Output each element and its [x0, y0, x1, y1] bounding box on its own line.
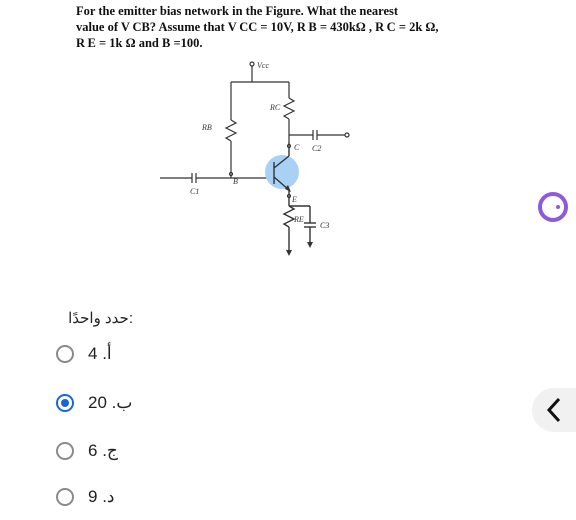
option-4[interactable]: [56, 486, 115, 508]
circuit-diagram: [140, 56, 380, 264]
label-c2: C2: [312, 144, 322, 153]
label-b: B: [233, 177, 238, 186]
choose-one-label: :حدد واحدًا: [68, 310, 133, 327]
option-3[interactable]: [56, 440, 118, 462]
question-line-1: For the emitter bias network in the Figure. What the nearest: [76, 4, 399, 18]
option-1-label: أ. 4: [88, 344, 112, 363]
purple-ring-icon[interactable]: [536, 190, 570, 224]
label-vcc: Vcc: [257, 61, 269, 70]
label-c: C: [294, 143, 300, 152]
label-c3: C3: [320, 221, 330, 230]
question-line-3: R E = 1k Ω and B =100.: [76, 36, 203, 50]
label-e: E: [292, 195, 297, 204]
back-button[interactable]: [532, 388, 576, 432]
option-1[interactable]: [56, 343, 112, 365]
label-re: RE: [294, 215, 304, 224]
question-text: [76, 3, 516, 51]
option-1-radio[interactable]: [56, 345, 74, 363]
option-3-label: ج. 6: [88, 441, 118, 460]
label-rc: RC: [270, 103, 281, 112]
option-2-radio[interactable]: [56, 394, 74, 412]
option-2-label: ب. 20: [88, 393, 133, 412]
chevron-left-icon: [544, 396, 564, 424]
option-2[interactable]: [56, 392, 132, 414]
label-c1: C1: [190, 187, 200, 196]
option-3-radio[interactable]: [56, 442, 74, 460]
option-4-radio[interactable]: [56, 488, 74, 506]
label-rb: RB: [202, 123, 212, 132]
option-4-label: د. 9: [88, 487, 115, 506]
question-line-2: value of V CB? Assume that V CC = 10V, R B = 430kΩ , R C = 2k Ω,: [76, 20, 439, 34]
